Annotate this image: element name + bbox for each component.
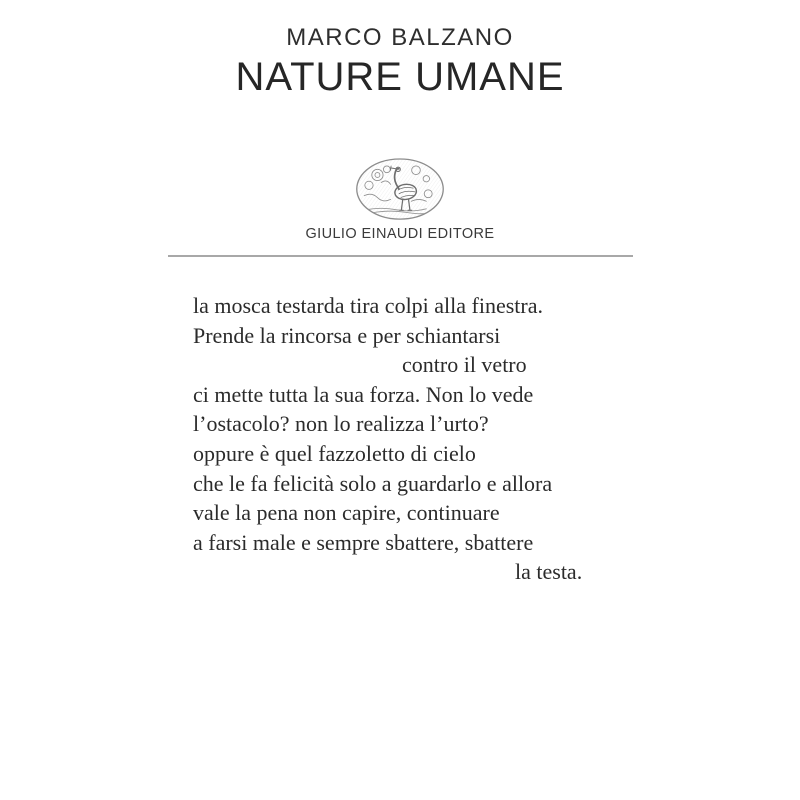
poem-line: a farsi male e sempre sbattere, sbattere [193,529,534,555]
publisher-logo [0,156,800,224]
publisher-name: GIULIO EINAUDI EDITORE [305,226,495,242]
poem-line: l’ostacolo? non lo realizza l’urto? [193,411,489,437]
poem-line: contro il vetro [402,352,527,378]
poem-line: vale la pena non capire, continuare [193,500,500,526]
poem-line: la mosca testarda tira colpi alla finestra. [193,293,544,318]
divider-rule [168,255,633,257]
poem [193,291,663,587]
poem-line: oppure è quel fazzoletto di cielo [193,440,476,466]
poem-line: ci mette tutta la sua forza. Non lo vede [193,381,534,407]
book-title: NATURE UMANE [235,55,565,99]
einaudi-ostrich-icon [353,156,447,224]
poem-line: Prende la rincorsa e per schiantarsi [193,322,501,348]
poem-line: che le fa felicità solo a guardarlo e allora [193,470,553,496]
author-name: MARCO BALZANO [286,24,514,51]
poem-line: la testa. [515,559,583,585]
